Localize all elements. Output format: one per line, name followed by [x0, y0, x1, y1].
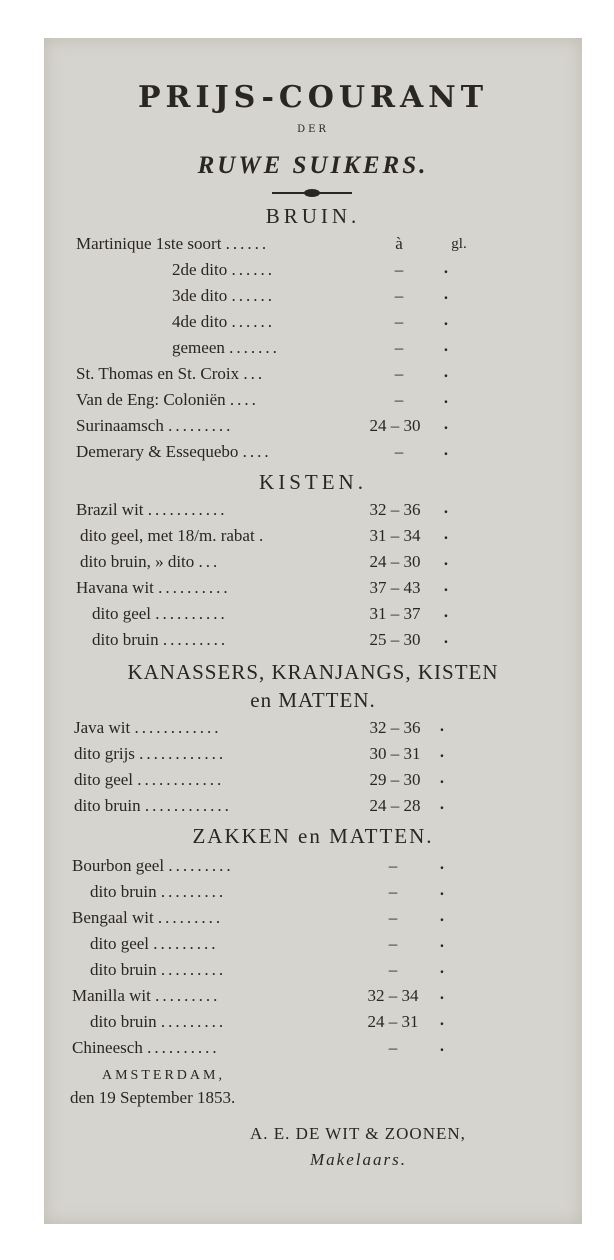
price-row: [92, 630, 228, 650]
row-dots: ...: [198, 552, 221, 571]
row-price: –: [394, 390, 404, 409]
row-price: –: [388, 882, 398, 901]
row-dots: ..........: [147, 1038, 220, 1057]
row-price: 32 – 36: [369, 718, 421, 737]
row-name: Demerary & Essequebo: [76, 442, 239, 461]
row-name: gemeen: [172, 338, 225, 357]
tick-mark: ꞏ: [443, 557, 449, 573]
tick-mark: ꞏ: [439, 1043, 445, 1059]
row-name: 2de dito: [172, 260, 228, 279]
row-dots: .........: [157, 908, 224, 927]
section-heading-zakken: ZAKKEN en MATTEN.: [192, 824, 434, 848]
tick-mark: ꞏ: [439, 775, 445, 791]
row-dots: ....: [242, 442, 272, 461]
price-row: [90, 934, 219, 954]
row-price: –: [388, 1038, 398, 1057]
tick-mark: ꞏ: [443, 265, 449, 281]
row-dots: ......: [225, 234, 270, 253]
row-name: Java wit: [74, 718, 131, 737]
price-row: [92, 604, 228, 624]
tick-mark: ꞏ: [443, 369, 449, 385]
price-row: [74, 796, 232, 816]
row-price: 24 – 30: [369, 552, 421, 571]
price-row: [172, 338, 280, 358]
row-price: 31 – 37: [369, 604, 421, 623]
row-name: dito bruin, » dito: [80, 552, 195, 571]
row-dots: ...: [243, 364, 266, 383]
row-name: St. Thomas en St. Croix: [76, 364, 240, 383]
price-row: [90, 1012, 226, 1032]
tick-mark: ꞏ: [443, 609, 449, 625]
row-dots: .........: [162, 630, 229, 649]
row-price: –: [388, 908, 398, 927]
row-price: –: [394, 442, 404, 461]
price-row: [74, 744, 226, 764]
price-row: [76, 390, 259, 410]
price-row: [76, 578, 231, 598]
row-dots: ............: [137, 770, 225, 789]
row-price: 30 – 31: [369, 744, 421, 763]
row-dots: .........: [155, 986, 221, 1005]
row-name: dito bruin: [90, 960, 157, 979]
row-dots: ......: [231, 286, 275, 305]
row-name: dito bruin: [74, 796, 141, 815]
row-dots: .......: [229, 338, 280, 357]
tick-mark: ꞏ: [443, 635, 449, 651]
row-name: Martinique 1ste soort: [76, 234, 222, 253]
row-price: –: [388, 934, 398, 953]
row-price: –: [394, 260, 404, 279]
row-name: 3de dito: [172, 286, 228, 305]
price-row: [80, 526, 266, 546]
row-name: 4de dito: [172, 312, 228, 331]
row-name: Brazil wit: [76, 500, 144, 519]
section-heading-kanassers: KANASSERS, KRANJANGS, KISTEN: [127, 660, 499, 684]
row-price: 37 – 43: [369, 578, 421, 597]
row-dots: ............: [139, 744, 227, 763]
tick-mark: ꞏ: [439, 749, 445, 765]
row-name: Manilla wit: [72, 986, 151, 1005]
tick-mark: ꞏ: [443, 317, 449, 333]
row-dots: .........: [153, 934, 219, 953]
price-row: [76, 500, 228, 520]
row-price: –: [394, 338, 404, 357]
row-price: 32 – 36: [369, 500, 421, 519]
ornamental-rule: [272, 192, 352, 194]
row-name: dito geel, met 18/m. rabat: [80, 526, 255, 545]
row-dots: ..........: [158, 578, 231, 597]
tick-mark: ꞏ: [439, 861, 445, 877]
tick-mark: ꞏ: [439, 887, 445, 903]
row-name: dito geel: [92, 604, 152, 623]
row-price: à: [395, 234, 403, 253]
row-price: –: [394, 312, 404, 331]
row-dots: ............: [144, 796, 232, 815]
row-price: –: [394, 364, 404, 383]
row-price: 24 – 31: [367, 1012, 419, 1031]
row-dots: ............: [134, 718, 222, 737]
tick-mark: ꞏ: [439, 723, 445, 739]
section-heading-bruin: BRUIN.: [265, 204, 361, 228]
date-line: den 19 September 1853.: [70, 1088, 236, 1107]
price-row: [74, 770, 224, 790]
document-title: PRIJS-COURANT: [137, 80, 489, 115]
row-dots: .........: [160, 882, 227, 901]
price-row: [72, 1038, 220, 1058]
tick-mark: ꞏ: [439, 939, 445, 955]
price-row: [72, 986, 220, 1006]
currency-unit: gl.: [451, 236, 467, 252]
row-name: dito bruin: [92, 630, 159, 649]
price-row: [76, 364, 265, 384]
tick-mark: ꞏ: [443, 421, 449, 437]
row-price: 32 – 34: [367, 986, 419, 1005]
tick-mark: ꞏ: [443, 583, 449, 599]
price-row: [76, 234, 269, 254]
row-price: –: [394, 286, 404, 305]
price-row: [72, 856, 234, 876]
document-subtitle: RUWE SUIKERS.: [197, 152, 429, 179]
price-row: [172, 312, 275, 332]
tick-mark: ꞏ: [439, 991, 445, 1007]
row-price: –: [388, 960, 398, 979]
price-row: [80, 552, 220, 572]
row-name: Havana wit: [76, 578, 154, 597]
price-row: [72, 908, 223, 928]
row-dots: ....: [229, 390, 259, 409]
tick-mark: ꞏ: [439, 1017, 445, 1033]
price-row: [76, 416, 233, 436]
price-row: [74, 718, 221, 738]
row-dots: .........: [168, 856, 234, 875]
row-price: 25 – 30: [369, 630, 421, 649]
row-dots: ...........: [147, 500, 228, 519]
row-name: Bourbon geel: [72, 856, 165, 875]
row-name: dito bruin: [90, 1012, 157, 1031]
price-row: [76, 442, 272, 462]
place-line: AMSTERDAM,: [102, 1068, 225, 1083]
row-dots: ......: [231, 312, 275, 331]
price-row: [90, 960, 226, 980]
tick-mark: ꞏ: [443, 505, 449, 521]
tick-mark: ꞏ: [443, 291, 449, 307]
row-dots: .........: [160, 1012, 227, 1031]
firm-name: A. E. DE WIT & ZOONEN,: [250, 1124, 466, 1143]
row-name: dito geel: [90, 934, 150, 953]
row-name: dito geel: [74, 770, 134, 789]
row-price: 24 – 30: [369, 416, 421, 435]
tick-mark: ꞏ: [443, 395, 449, 411]
firm-profession: Makelaars.: [310, 1150, 407, 1169]
row-name: dito grijs: [74, 744, 135, 763]
price-row: [172, 286, 275, 306]
row-dots: .........: [168, 416, 234, 435]
row-dots: ..........: [155, 604, 228, 623]
row-dots: .........: [160, 960, 227, 979]
price-row: [90, 882, 226, 902]
section-heading-kanassers-line2: en MATTEN.: [250, 688, 376, 712]
price-row: [172, 260, 275, 280]
tick-mark: ꞏ: [439, 913, 445, 929]
row-dots: .: [258, 526, 267, 545]
tick-mark: ꞏ: [443, 447, 449, 463]
tick-mark: ꞏ: [439, 801, 445, 817]
row-price: 31 – 34: [369, 526, 421, 545]
row-name: Chineesch: [72, 1038, 143, 1057]
row-name: dito bruin: [90, 882, 157, 901]
row-name: Surinaamsch: [76, 416, 164, 435]
row-price: –: [388, 856, 398, 875]
title-connector: DER: [297, 124, 329, 135]
row-name: Bengaal wit: [72, 908, 154, 927]
row-price: 29 – 30: [369, 770, 421, 789]
tick-mark: ꞏ: [443, 531, 449, 547]
tick-mark: ꞏ: [439, 965, 445, 981]
row-price: 24 – 28: [369, 796, 421, 815]
row-dots: ......: [231, 260, 275, 279]
row-name: Van de Eng: Coloniën: [76, 390, 226, 409]
section-heading-kisten: KISTEN.: [259, 470, 367, 494]
tick-mark: ꞏ: [443, 343, 449, 359]
